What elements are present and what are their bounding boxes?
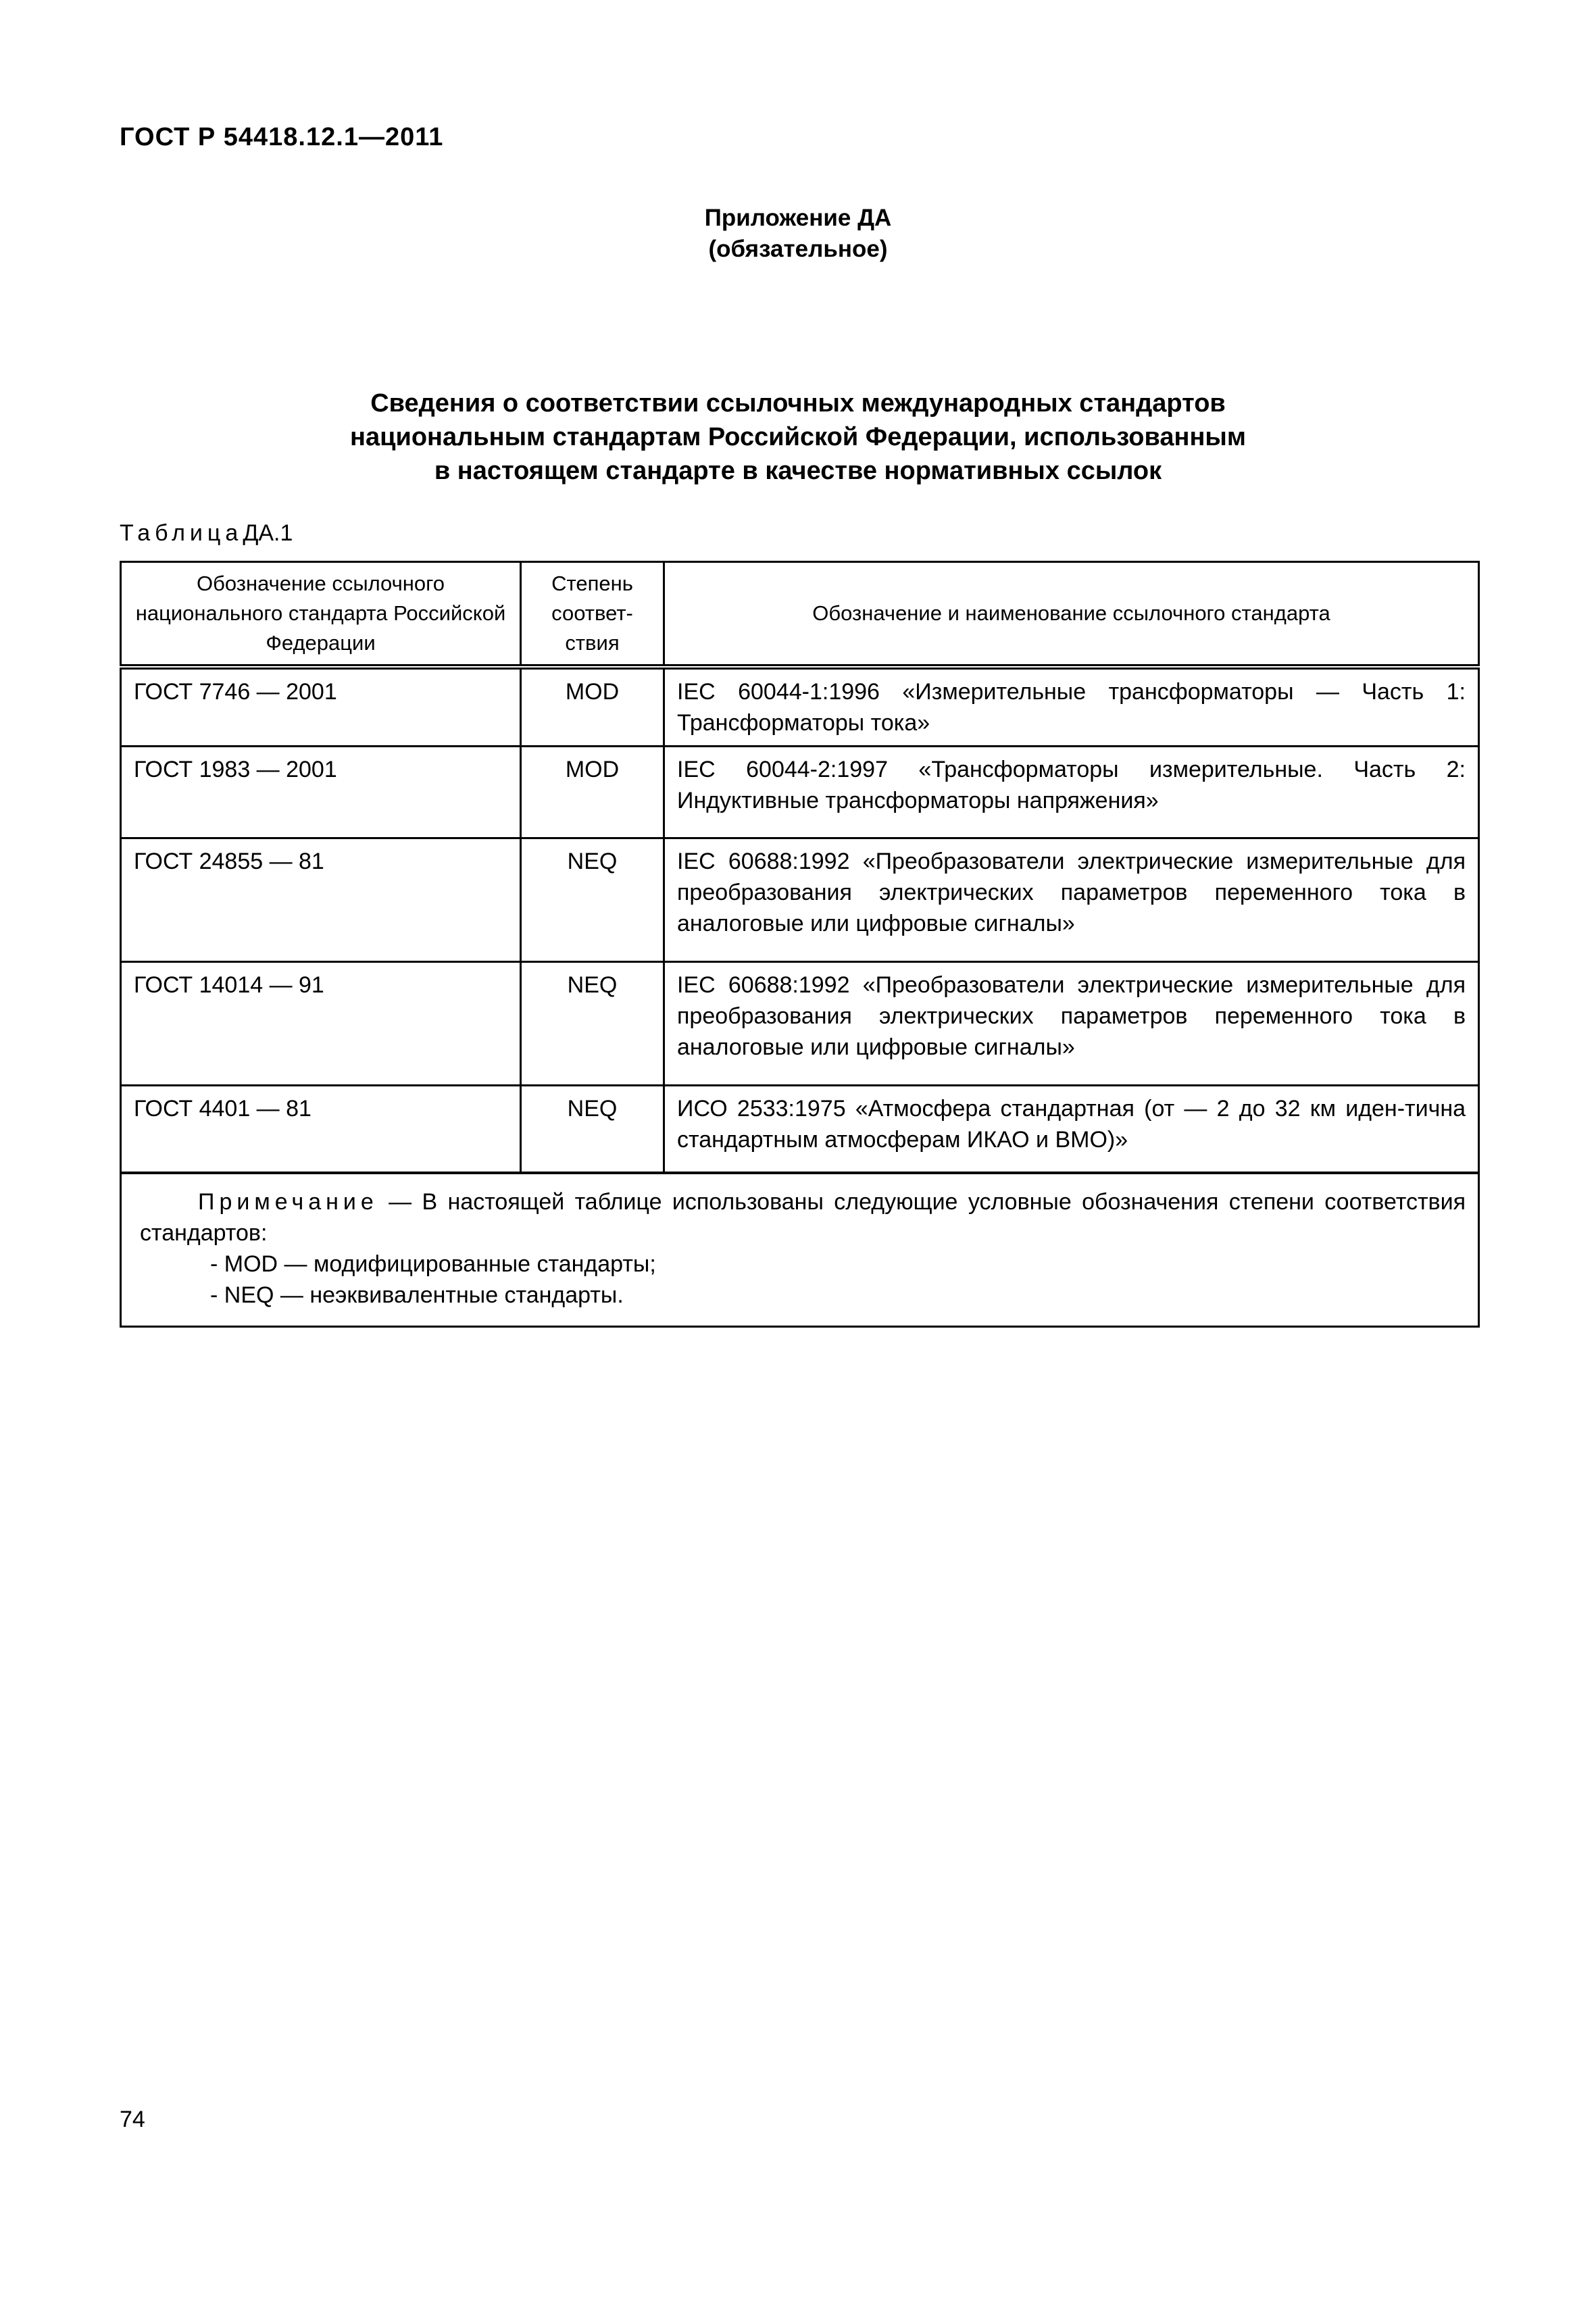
table-note — [121, 1173, 1479, 1327]
degree-cell: NEQ — [521, 838, 664, 962]
table-row — [121, 747, 1479, 838]
header-degree: Степень соответ-ствия — [521, 562, 664, 668]
international-standard-cell: IEC 60044-1:1996 «Измерительные трансформаторы — Часть 1: Трансформаторы тока» — [664, 667, 1479, 747]
table-caption-number: ДА.1 — [243, 520, 293, 546]
international-standard-cell: IEC 60688:1992 «Преобразователи электрические измерительные для преобразования электрических параметров переменного тока в аналоговые или цифровые сигналы» — [664, 838, 1479, 962]
appendix-heading — [0, 203, 1596, 265]
table-caption-word: Таблица — [120, 520, 243, 546]
degree-cell: NEQ — [521, 962, 664, 1086]
national-standard-cell: ГОСТ 4401 — 81 — [121, 1086, 521, 1174]
standard-code-header: ГОСТ Р 54418.12.1—2011 — [120, 123, 444, 151]
appendix-title: Приложение ДА — [704, 205, 892, 231]
national-standard-cell: ГОСТ 7746 — 2001 — [121, 667, 521, 747]
header-international-standard: Обозначение и наименование ссылочного стандарта — [664, 562, 1479, 668]
international-standard-cell: ИСО 2533:1975 «Атмосфера стандартная (от — 2 до 32 км иден-тична стандартным атмосферам ИКАО и ВМО)» — [664, 1086, 1479, 1174]
reference-standards-table — [120, 561, 1480, 1328]
international-standard-cell: IEC 60044-2:1997 «Трансформаторы измерительные. Часть 2: Индуктивные трансформаторы напряжения» — [664, 747, 1479, 838]
national-standard-cell: ГОСТ 24855 — 81 — [121, 838, 521, 962]
title-line-3: в настоящем стандарте в качестве нормативных ссылок — [434, 457, 1162, 485]
table-note-row — [121, 1173, 1479, 1327]
national-standard-cell: ГОСТ 14014 — 91 — [121, 962, 521, 1086]
header-national-standard: Обозначение ссылочного национального стандарта Российской Федерации — [121, 562, 521, 668]
table-row — [121, 667, 1479, 747]
table-header-row — [121, 562, 1479, 668]
table-row — [121, 838, 1479, 962]
note-item-neq: - NEQ — неэквивалентные стандарты. — [210, 1282, 624, 1308]
appendix-status: (обязательное) — [708, 236, 888, 262]
page-number: 74 — [120, 2107, 145, 2132]
international-standard-cell: IEC 60688:1992 «Преобразователи электрические измерительные для преобразования электрических параметров переменного тока в аналоговые или цифровые сигналы» — [664, 962, 1479, 1086]
note-label: Примечание — [198, 1189, 378, 1215]
document-title — [0, 386, 1596, 488]
table-caption — [120, 520, 293, 547]
title-line-1: Сведения о соответствии ссылочных международных стандартов — [370, 389, 1226, 418]
note-item-mod: - MOD — модифицированные стандарты; — [210, 1251, 656, 1277]
degree-cell: MOD — [521, 667, 664, 747]
title-line-2: национальным стандартам Российской Федерации, использованным — [350, 423, 1246, 451]
table-row — [121, 1086, 1479, 1174]
degree-cell: MOD — [521, 747, 664, 838]
national-standard-cell: ГОСТ 1983 — 2001 — [121, 747, 521, 838]
note-text: — В настоящей таблице использованы следующие условные обозначения степени соответствия стандартов: — [140, 1189, 1466, 1246]
table-row — [121, 962, 1479, 1086]
degree-cell: NEQ — [521, 1086, 664, 1174]
